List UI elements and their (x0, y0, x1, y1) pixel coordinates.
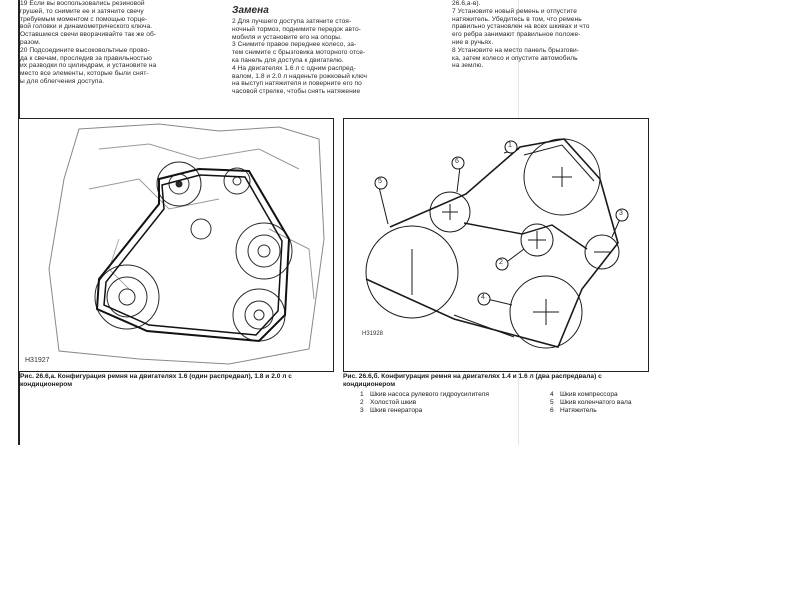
text-line: ночный тормоз, поднимите передок авто- (232, 25, 361, 33)
legend-text: Шкив генератора (370, 407, 423, 414)
section-title: Замена (232, 5, 269, 16)
text-line: ы для облегчения доступа. (20, 77, 105, 85)
callout-label-3: 3 (619, 210, 623, 217)
text-line: 3 Снимите правое переднее колесо, за- (232, 41, 357, 49)
text-line: мобиля и установите его на опоры. (232, 33, 342, 41)
text-line: 4 На двигателях 1.6 л с одним распред- (232, 64, 356, 72)
callout-label-6: 6 (455, 158, 459, 165)
legend-num: 6 (550, 407, 554, 414)
text-column-3 (452, 0, 662, 70)
text-line: 8 Установите на место панель брызгови- (452, 46, 580, 54)
figure-code: H31927 (25, 357, 50, 364)
text-column-2 (232, 3, 440, 96)
figure-right (343, 118, 649, 372)
legend-item (550, 391, 618, 399)
text-line: вой головки и динамометрического ключа. (20, 23, 153, 31)
legend-text: Шкив насоса рулевого гидроусилителя (370, 391, 489, 398)
text-line: 7 Установите новый ремень и отпустите (452, 7, 577, 15)
text-line: Оставшиеся свечи вворачивайте так же об- (20, 31, 157, 39)
text-line: правильно установлен на всех шкивах и что (452, 23, 590, 31)
text-line: 26.6,а-в). (452, 0, 481, 7)
callout-label-4: 4 (481, 294, 485, 301)
legend-item (550, 407, 597, 415)
text-line: валом, 1.8 и 2.0 л наденьте рожковый ключ (232, 72, 368, 80)
text-line: натяжитель. Убедитесь в том, что ремень (452, 15, 582, 23)
text-line: требуемым моментом с помощью торце- (20, 15, 148, 23)
callout-label-5: 5 (378, 178, 382, 185)
figure-left (18, 118, 334, 372)
legend-num: 4 (550, 391, 554, 398)
engine-drawing (19, 119, 333, 371)
text-line: ка панель для доступа к двигателю. (232, 56, 344, 64)
legend-item (360, 399, 416, 407)
legend-num: 1 (360, 391, 364, 398)
text-line: да к свечам, проследив за правильностью (20, 54, 152, 62)
legend-num: 5 (550, 399, 554, 406)
figure-code: H31928 (362, 331, 384, 337)
text-column-1 (20, 0, 225, 86)
text-line: его ребра занимают правильное положе- (452, 31, 581, 39)
text-line: часовой стрелке, чтобы снять натяжение (232, 88, 361, 96)
legend-num: 3 (360, 407, 364, 414)
callout-label-1: 1 (508, 142, 512, 149)
legend-item (550, 399, 632, 407)
text-line: 20 Подсоедините высоковольтные прово- (20, 46, 150, 54)
text-line: на выступ натяжителя и поверните его по (232, 80, 362, 88)
legend-item (360, 391, 489, 399)
text-line: 2 Для лучшего доступа затяните стоя- (232, 18, 352, 25)
text-line: их разводки по цилиндрам, и установите на (20, 62, 157, 70)
legend-num: 2 (360, 399, 364, 406)
callout-label-2: 2 (499, 259, 503, 266)
legend-item (360, 407, 422, 415)
legend-text: Шкив коленчатого вала (560, 399, 632, 406)
text-line: ка, затем колесо и опустите автомобиль (452, 54, 578, 62)
text-line: разом. (20, 38, 41, 46)
legend-text: Шкив компрессора (560, 391, 618, 398)
text-line: грушей, то снимите ее и затяните свечу (20, 7, 144, 15)
legend-text: Натяжитель (560, 407, 597, 414)
figure-caption-right: Рис. 26.6,б. Конфигурация ремня на двигателях 1.4 и 1.6 л (два распредвала) с кондиционером (343, 373, 602, 388)
text-line: на землю. (452, 62, 484, 70)
text-line: ние в ручьях. (452, 38, 494, 46)
text-line: 19 Если вы воспользовались резиновой (20, 0, 145, 7)
text-line: место все элементы, которые были снят- (20, 70, 149, 78)
legend-text: Холостой шкив (370, 399, 417, 406)
belt-diagram (344, 119, 648, 371)
text-line: тем снимите с брызговика моторного отсе- (232, 49, 366, 57)
figure-caption-left: Рис. 26.6,а. Конфигурация ремня на двигателях 1.6 (один распредвал), 1.8 и 2.0 л с кондиционером (20, 373, 292, 388)
